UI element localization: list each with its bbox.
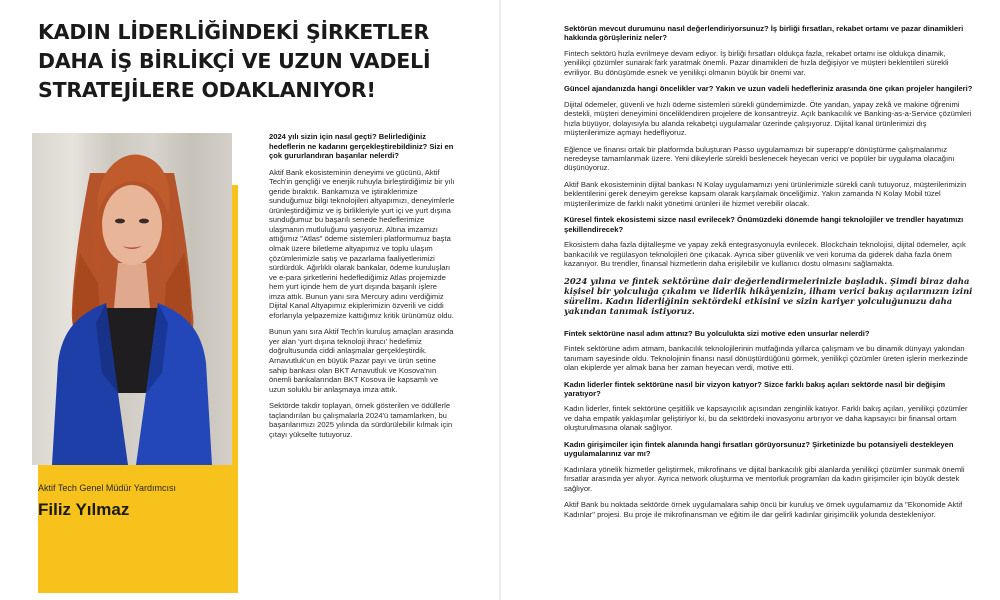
caption-role: Aktif Tech Genel Müdür Yardımcısı [38,483,177,493]
answer-paragraph: Fintech sektörü hızla evrilmeye devam ediyor. İş birliği fırsatları oldukça fazla, rekabet ortamı ise oldukça dinamik, yenilikçi çözümler sunarak fark yaratmak önemli. Pazar dinamikleri de hızla değişiyor ve müşteri beklentileri sürekli evriliyor. Bu dönüşümde esnek ve yenilikçi olmanın büyük bir önemi var. [564,48,949,77]
page-fold [499,0,501,600]
answer-paragraph: Eğlence ve finansı ortak bir platformda buluşturan Passo uygulamamızı bir superapp'e dönüştürme çalışmalarımız neredeyse tamamlanmak üzere. Yeni dikeylerle sürekli beslenecek heyecan verici ve popüler bir uygulama olacağını düşünüyoruz. [564,144,955,173]
answer-paragraph: Bunun yanı sıra Aktif Tech'in kuruluş amaçları arasında yer alan 'yurt dışına teknoloji ihracı' hedefimiz doğrultusunda ciddi anlaşmalar gerçekleştirdik. Arnavutluk'un en büyük Pazar payı ve ürün setine sahip bankası olan BKT Arnavutluk ve Kosova'nın önemli bankalarından BKT Kosova ile kapsamlı ve uzun soluklu bir anlaşmaya imza attık. [269,327,454,394]
pull-quote: 2024 yılına ve fintek sektörüne dair değerlendirmelerinizle başladık. Şimdi biraz daha kişisel bir yolculuğa çıkalım ve liderlik hikâyenizin, ilham verici bakış açılarınızın izini sürelim. Kadın liderliğinin sektördeki etkisini ve sizin kariyer yolculuğunuzu daha yakından tanımak istiyoruz. [564,275,973,317]
answer-paragraph: Aktif Bank ekosisteminin dijital bankası N Kolay uygulamamızı yeni ürünlerimizle sürekli canlı tutuyoruz, müşterilerimizin beklentilerini gerek deneyim gerekse kapsam olarak karşılamak önceliğimiz. Yakın zamanda N Kolay Mobil tüzel müşterilerimize de farklı nakit yönetimi ürünleri ile hizmet verebilir olacak. [564,179,967,208]
question-3: Güncel ajandanızda hangi öncelikler var? Yakın ve uzun vadeli hedefleriniz arasında öne çıkan projeler hangileri? [564,84,973,94]
answer-paragraph: Fintek sektörüne adım atmam, bankacılık teknolojilerinin mutfağında yıllarca çalışmam ve bu dinamik dünyayı yakından tanımam sayesinde oldu. Teknolojinin finansı nasıl dönüştürdüğünü görmek, yenilikçi çözümler üreten işlerin merkezinde olan ekiplerde yer almak bana her zaman heyecan verdi, motive etti. [564,344,968,373]
question-2: Sektörün mevcut durumunu nasıl değerlendiriyorsunuz? İş birliği fırsatları, rekabet ortamı ve pazar dinamikleri hakkında görüşleriniz neler? [564,24,964,43]
question-7: Kadın girişimciler için fintek alanında hangi fırsatları görüyorsunuz? Şirketinizde bu potansiyeli destekleyen uygulamalarınız var mı? [564,439,954,459]
answer-paragraph: Kadın liderler, fintek sektörüne çeşitlilik ve kapsayıcılık açısından zenginlik katıyor. Farklı bakış açıları, yenilikçi çözümler ve daha empatik yaklaşımlar geliştiriyor ki, bu da sektördeki inovasyonu artırıyor ve daha kapsayıcı bir finansal ortam oluşturulmasına olanak sağlıyor. [564,404,968,433]
portrait-photo [32,133,232,465]
caption-name: Filiz Yılmaz [38,500,130,519]
answer-paragraph: Aktif Bank ekosisteminin deneyimi ve gücünü, Aktif Tech'in gençliği ve enerjik ruhuyla birleştirdiğimiz bir yılı geride bıraktık. Bankamıza ve iştiraklerimize sunduğumuz bilgi teknolojileri altyapımızı, deneyimlerle ürünleştirdiğimiz ve iş birlikleriyle yurt içi ve yurt dışına sunduğumuz bu başarılı senede hedeflerimize ulaşmanın mutluluğunu yaşıyoruz. Altına imzamızı attığımız "Atlas" ödeme sistemleri platformumuz başta olmak üzere biletleme altyapımız ve toplu ulaşım çözümlerimizle satış ve pazarlama faaliyetlerimizi sürdürdük. Ağırlıklı olarak bankalar, ödeme kuruluşları ve e-para şirketlerini hedeflediğimiz Atlas projemizde hem yurt içinde hem de yurt dışında başarılı işlere imza attık. Bunun yanı sıra Mercury adını verdiğimiz Dijital Kanal Altyapımız ekiplerimizin özverili ve ciddi eforlarıyla yelpazemize kattığımız kritik ürünümüz oldu. [269,167,455,320]
question-4: Küresel fintek ekosistemi sizce nasıl evrilecek? Önümüzdeki dönemde hangi teknolojiler ve trendler hayatımızı şekillendirecek? [564,215,964,234]
portrait-illustration [32,133,232,465]
question-5: Fintek sektörüne nasıl adım attınız? Bu yolculukta sizi motive eden unsurlar nelerdi? [564,328,870,338]
answer-paragraph: Dijital ödemeler, güvenli ve hızlı ödeme sistemleri sürekli gündemimizde. Öte yandan, yapay zekâ ve makine öğrenimi destekli, müşteri deneyimini önceliklendiren projelere de konsantreyiz. Açık bankacılık ve Banking-as-a-Service çözümleri hızla büyüyor, dolayısıyla bu alanda rekabetçi uygulamalar üzerinde çalışıyoruz. Dijital kanal ürünlerimizi dış müşterilerimize açmayı hedefliyoruz. [564,99,972,138]
question-6: Kadın liderler fintek sektörüne nasıl bir vizyon katıyor? Sizce farklı bakış açıları sektörde nasıl bir değişim yaratıyor? [564,379,946,398]
left-text-column [269,132,455,446]
answer-paragraph: Aktif Bank bu noktada sektörde örnek uygulamalara sahip öncü bir kuruluş ve örnek uygulamamız da "Ekonomide Aktif Kadınlar" projesi. Bu proje ile mikrofinansman ve eğitim ile dar gelirli kadınlar girişimcilik yolunda destekleniyor. [564,500,963,519]
question-1: 2024 yılı sizin için nasıl geçti? Belirlediğiniz hedeflerin ne kadarını gerçekleştirebildiniz? Sizi en çok gururlandıran başarılar nelerdi? [269,132,454,161]
answer-paragraph: Ekosistem daha fazla dijitalleşme ve yapay zekâ entegrasyonuyla evrilecek. Blockchain teknolojisi, dijital ödemeler, açık bankacılık ve regülasyon teknolojileri öne çıkacak. Ayrıca siber güvenlik ve veri koruma da giderek daha fazla önem kazanıyor. Bu trendler, finansal hizmetlerin daha erişilebilir ve kullanıcı dostu olmasını sağlamakta. [564,240,966,269]
answer-paragraph: Sektörde takdir toplayan, örnek gösterilen ve ödüllerle taçlandırılan bu çalışmalarla 2024'ü tamamlarken, bu başarılarımızı 2025 yılında da sürdürülebilir kılmak için çıtayı yükselte tutuyoruz. [269,401,453,439]
right-text-column [564,24,974,526]
article-headline: KADIN LİDERLİĞİNDEKİ ŞİRKETLER DAHA İŞ BİRLİKÇİ VE UZUN VADELİ STRATEJİLERE ODAKLANIYOR! [38,20,431,102]
answer-paragraph: Kadınlara yönelik hizmetler geliştirmek, mikrofinans ve dijital bankacılık gibi alanlarda yenilikçi çözümler sunmak önemli fırsatlar arasında yer alıyor. Ayrıca network oluşturma ve mentorluk programları da kadın girişimciler için büyük destek sağlıyor. [564,464,965,493]
